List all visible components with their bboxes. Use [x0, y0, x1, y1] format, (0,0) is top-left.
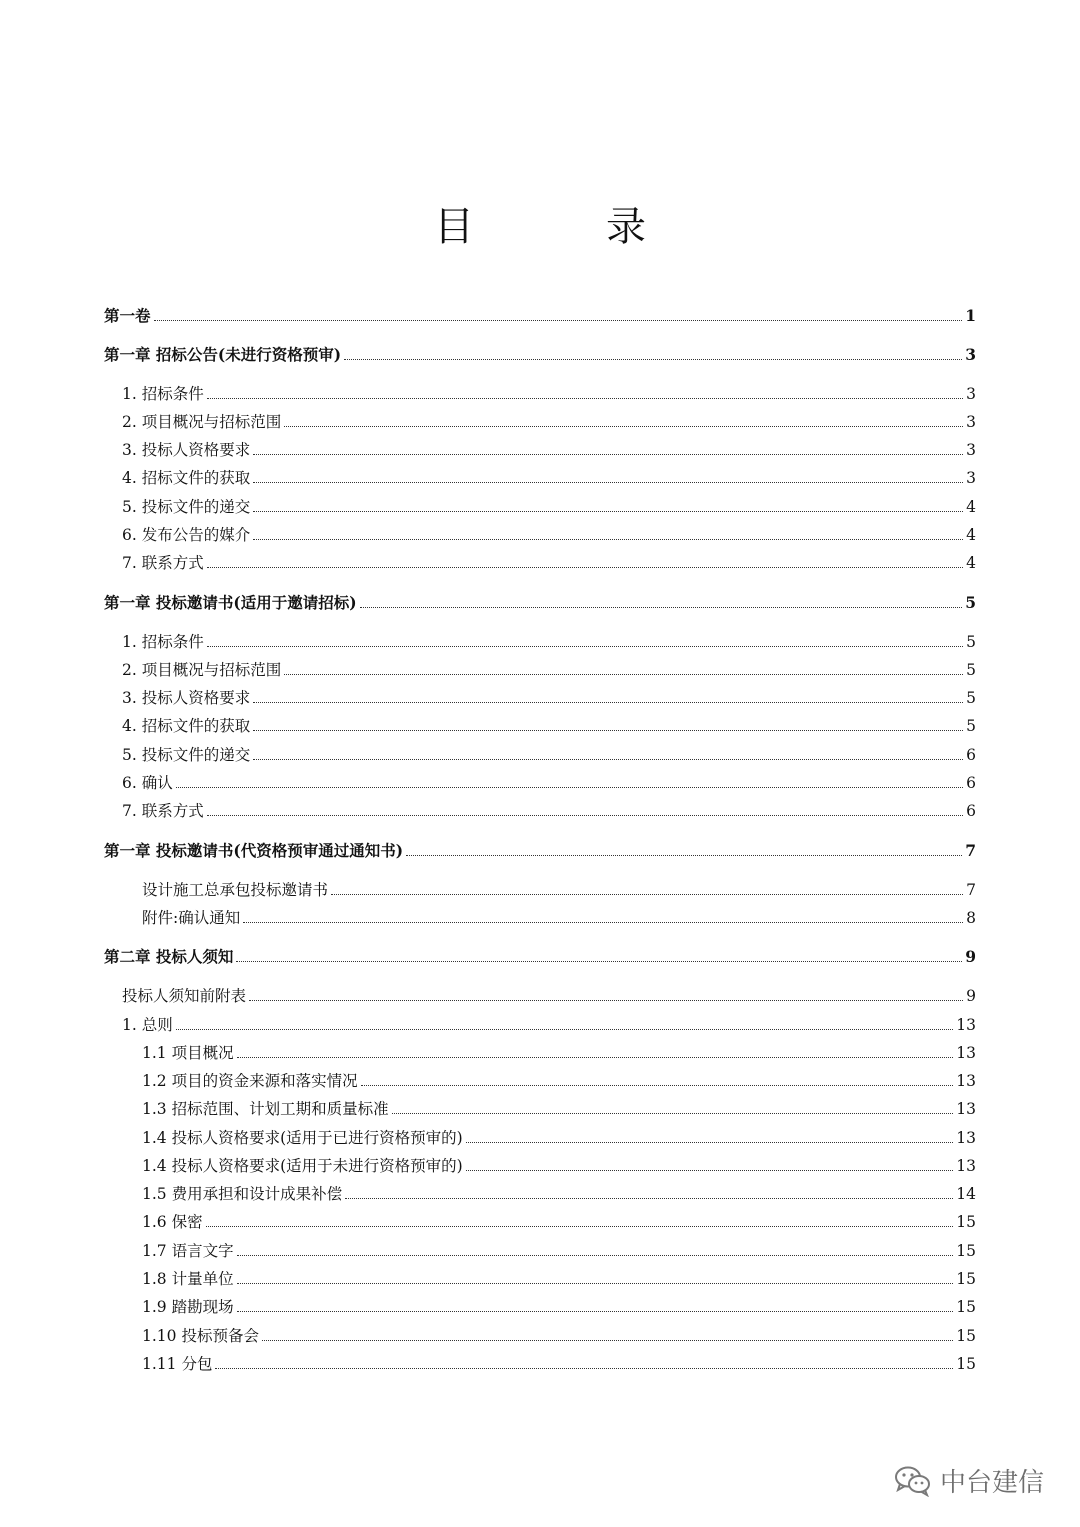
toc-section-entry[interactable]	[142, 1346, 976, 1374]
toc-page-number: 15	[956, 1213, 976, 1231]
watermark-text: 中台建信	[939, 1468, 1044, 1498]
toc-entry-label: 2. 项目概况与招标范围	[122, 413, 282, 431]
toc-entry-label: 7. 联系方式	[122, 802, 204, 820]
toc-entry-label: 1.10 投标预备会	[142, 1327, 259, 1345]
toc-dot-leader	[253, 730, 963, 731]
toc-dot-leader	[249, 1000, 963, 1001]
toc-dot-leader	[331, 894, 963, 895]
toc-section-entry[interactable]	[142, 1063, 976, 1091]
toc-entry-label: 第一章 投标邀请书(适用于邀请招标)	[104, 593, 357, 612]
toc-dot-leader	[243, 922, 963, 923]
toc-dot-leader	[176, 787, 963, 788]
toc-dot-leader	[284, 426, 963, 427]
toc-dot-leader	[154, 320, 963, 321]
toc-page-number: 9	[965, 947, 976, 966]
toc-entry-label: 1.7 语言文字	[142, 1242, 234, 1260]
toc-section-entry[interactable]	[122, 1007, 976, 1035]
toc-dot-leader	[207, 815, 963, 816]
toc-dot-leader	[345, 1198, 953, 1199]
toc-entry-label: 第一章 投标邀请书(代资格预审通过通知书)	[104, 841, 404, 860]
toc-section-entry[interactable]	[142, 1148, 976, 1176]
toc-entry-label: 附件:确认通知	[142, 909, 241, 927]
toc-entry-label: 投标人须知前附表	[122, 987, 247, 1005]
wechat-icon	[894, 1465, 932, 1497]
toc-page-number: 5	[966, 633, 976, 651]
toc-page-number: 5	[965, 593, 976, 612]
toc-entry-label: 1.6 保密	[142, 1213, 203, 1231]
toc-page-number: 3	[966, 469, 976, 487]
toc-page-number: 5	[966, 689, 976, 707]
toc-entry-label: 4. 招标文件的获取	[122, 717, 251, 735]
toc-page-number: 13	[956, 1157, 976, 1175]
toc-section-entry[interactable]	[122, 737, 976, 765]
toc-page-number: 15	[956, 1242, 976, 1260]
toc-page-number: 3	[966, 441, 976, 459]
toc-entry-label: 1.3 招标范围、计划工期和质量标准	[142, 1100, 389, 1118]
toc-dot-leader	[253, 702, 963, 703]
watermark	[894, 1462, 1044, 1499]
toc-page-number: 5	[966, 717, 976, 735]
toc-section-entry[interactable]	[142, 1261, 976, 1289]
toc-page-number: 4	[966, 498, 976, 516]
toc-section-entry[interactable]	[142, 1120, 976, 1148]
toc-section-entry[interactable]	[142, 1176, 976, 1204]
toc-entry-label: 1. 总则	[122, 1016, 173, 1034]
toc-dot-leader	[237, 1311, 954, 1312]
toc-page-number: 4	[966, 526, 976, 544]
toc-entry-label: 1.9 踏勘现场	[142, 1298, 234, 1316]
toc-dot-leader	[206, 1226, 954, 1227]
toc-entry-label: 设计施工总承包投标邀请书	[142, 881, 329, 899]
toc-page-number: 15	[956, 1298, 976, 1316]
toc-dot-leader	[262, 1340, 953, 1341]
toc-section-entry[interactable]	[122, 765, 976, 793]
toc-page-number: 6	[966, 802, 976, 820]
toc-entry-label: 第一章 招标公告(未进行资格预审)	[104, 345, 342, 364]
toc-entry-label: 6. 发布公告的媒介	[122, 526, 251, 544]
toc-dot-leader	[236, 961, 962, 962]
toc-page-number: 13	[956, 1016, 976, 1034]
toc-dot-leader	[237, 1057, 954, 1058]
toc-section-entry[interactable]	[122, 404, 976, 432]
toc-section-entry[interactable]	[122, 793, 976, 821]
toc-section-entry[interactable]	[122, 460, 976, 488]
toc-section-entry[interactable]	[122, 680, 976, 708]
toc-entry-label: 6. 确认	[122, 774, 173, 792]
toc-page-number: 13	[956, 1044, 976, 1062]
toc-entry-label: 5. 投标文件的递交	[122, 746, 251, 764]
toc-page-number: 9	[966, 987, 976, 1005]
toc-section-entry[interactable]	[142, 1289, 976, 1317]
toc-dot-leader	[253, 482, 963, 483]
toc-dot-leader	[361, 1085, 954, 1086]
toc-entry-label: 1.2 项目的资金来源和落实情况	[142, 1072, 358, 1090]
toc-entry-label: 3. 投标人资格要求	[122, 441, 251, 459]
toc-entry-label: 1.11 分包	[142, 1355, 213, 1373]
toc-page-number: 7	[966, 881, 976, 899]
toc-page-number: 6	[966, 746, 976, 764]
toc-entry-label: 4. 招标文件的获取	[122, 469, 251, 487]
toc-dot-leader	[466, 1142, 954, 1143]
toc-dot-leader	[392, 1113, 954, 1114]
toc-section-entry[interactable]	[122, 432, 976, 460]
toc-entry-label: 第二章 投标人须知	[104, 947, 234, 966]
toc-entry-label: 1.4 投标人资格要求(适用于未进行资格预审的)	[142, 1157, 463, 1175]
toc-section-entry[interactable]	[142, 1204, 976, 1232]
toc-entry-label: 1. 招标条件	[122, 633, 204, 651]
toc-section-entry[interactable]	[122, 376, 976, 404]
toc-section-entry[interactable]	[142, 872, 976, 900]
toc-page-number: 3	[966, 385, 976, 403]
toc-section-entry[interactable]	[122, 517, 976, 545]
toc-dot-leader	[207, 646, 963, 647]
toc-dot-leader	[360, 607, 963, 608]
toc-entry-label: 1.8 计量单位	[142, 1270, 234, 1288]
toc-page-number: 13	[956, 1072, 976, 1090]
toc-page-number: 13	[956, 1100, 976, 1118]
toc-section-entry[interactable]	[122, 978, 976, 1006]
toc-dot-leader	[253, 759, 963, 760]
toc-dot-leader	[284, 674, 963, 675]
page-title: 目 录	[434, 203, 692, 250]
toc-chapter-entry[interactable]	[104, 585, 976, 613]
toc-dot-leader	[253, 511, 963, 512]
toc-section-entry[interactable]	[122, 708, 976, 736]
toc-section-entry[interactable]	[122, 652, 976, 680]
toc-dot-leader	[344, 359, 962, 360]
toc-dot-leader	[253, 454, 963, 455]
toc-page-number: 6	[966, 774, 976, 792]
toc-dot-leader	[207, 398, 963, 399]
toc-dot-leader	[406, 855, 962, 856]
toc-page-number: 4	[966, 554, 976, 572]
toc-dot-leader	[176, 1029, 954, 1030]
toc-section-entry[interactable]	[142, 1318, 976, 1346]
toc-entry-label: 5. 投标文件的递交	[122, 498, 251, 516]
toc-section-entry[interactable]	[122, 624, 976, 652]
toc-section-entry[interactable]	[142, 900, 976, 928]
toc-section-entry[interactable]	[122, 489, 976, 517]
toc-page-number: 15	[956, 1355, 976, 1373]
toc-section-entry[interactable]	[142, 1233, 976, 1261]
toc-dot-leader	[237, 1283, 954, 1284]
toc-section-entry[interactable]	[142, 1035, 976, 1063]
toc-page-number: 8	[966, 909, 976, 927]
toc-entry-label: 3. 投标人资格要求	[122, 689, 251, 707]
toc-chapter-entry[interactable]	[104, 833, 976, 861]
toc-section-entry[interactable]	[122, 545, 976, 573]
toc-entry-label: 1. 招标条件	[122, 385, 204, 403]
toc-entry-label: 第一卷	[104, 306, 151, 325]
toc-page-number: 15	[956, 1327, 976, 1345]
toc-dot-leader	[207, 567, 963, 568]
toc-page-number: 7	[965, 841, 976, 860]
toc-page-number: 13	[956, 1129, 976, 1147]
toc-page-number: 14	[956, 1185, 976, 1203]
toc-section-entry[interactable]	[142, 1091, 976, 1119]
toc-page-number: 15	[956, 1270, 976, 1288]
toc-entry-label: 2. 项目概况与招标范围	[122, 661, 282, 679]
toc-dot-leader	[237, 1255, 954, 1256]
toc-chapter-entry[interactable]	[104, 337, 976, 365]
toc-dot-leader	[253, 539, 963, 540]
toc-page-number: 5	[966, 661, 976, 679]
toc-page-number: 3	[965, 345, 976, 364]
toc-entry-label: 7. 联系方式	[122, 554, 204, 572]
toc-page-number: 1	[965, 306, 976, 325]
toc-chapter-entry[interactable]	[104, 939, 976, 967]
toc-dot-leader	[466, 1170, 954, 1171]
toc-entry-label: 1.4 投标人资格要求(适用于已进行资格预审的)	[142, 1129, 463, 1147]
toc-page-number: 3	[966, 413, 976, 431]
toc-entry-label: 1.1 项目概况	[142, 1044, 234, 1062]
toc-entry-label: 1.5 费用承担和设计成果补偿	[142, 1185, 343, 1203]
toc-chapter-entry[interactable]	[104, 298, 976, 326]
toc-dot-leader	[215, 1368, 953, 1369]
